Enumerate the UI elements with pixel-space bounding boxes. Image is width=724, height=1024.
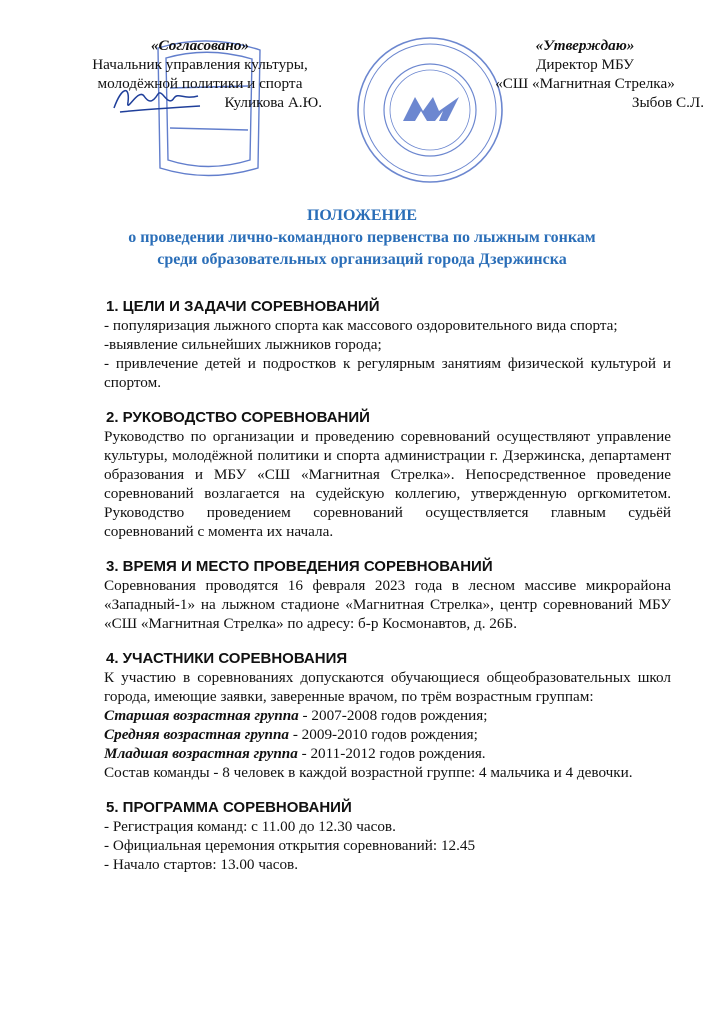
section-1-item-1-text: - популяризация лыжного спорта как массового оздоровительного вида спорта; (104, 317, 618, 334)
age-group-junior-label: Младшая возрастная группа (104, 745, 298, 762)
age-group-junior (104, 744, 671, 763)
approval-right-position-line1: Директор МБУ (536, 56, 634, 73)
section-1-title: 1. ЦЕЛИ И ЗАДАЧИ СОРЕВНОВАНИЙ (106, 298, 380, 315)
approval-left-position-line1: Начальник управления культуры, (92, 56, 308, 73)
title-main: ПОЛОЖЕНИЕ (306, 207, 418, 224)
title-line3: среди образовательных организаций города Дзержинска (157, 251, 567, 268)
section-4-team-composition: Состав команды - 8 человек в каждой возрастной группе: 4 мальчика и 4 девочки. (104, 764, 633, 781)
approval-right-name: Зыбов С.Л. (631, 94, 704, 111)
section-5-title: 5. ПРОГРАММА СОРЕВНОВАНИЙ (106, 799, 352, 816)
document-body (104, 297, 671, 874)
section-3-title: 3. ВРЕМЯ И МЕСТО ПРОВЕДЕНИЯ СОРЕВНОВАНИЙ (106, 558, 493, 575)
age-group-junior-years: - 2011-2012 годов рождения. (297, 745, 486, 762)
section-2-paragraph: Руководство по организации и проведению соревнований осуществляют управление культуры, молодёжной политики и спорта администрации г. Дзержинска, департамент образования и МБУ «СШ «Магнитная Стрелка». Непосредственное проведение соревнований возлагается на судейскую коллегию, утвержденную оргкомитетом. Руководство проведением соревнований осуществляется главным судьёй соревнований с момента их начала. (104, 428, 671, 540)
spacer (104, 392, 671, 408)
age-group-senior-label: Старшая возрастная группа (104, 707, 299, 724)
age-group-middle-years: - 2009-2010 годов рождения; (289, 726, 478, 743)
section-1-item-3: - привлечение детей и подростков к регулярным занятиям физической культурой и спортом. (104, 355, 671, 391)
spacer (104, 541, 671, 557)
approval-left-heading: «Согласовано» (150, 37, 250, 54)
age-group-middle (104, 725, 671, 744)
approval-right-heading: «Утверждаю» (535, 37, 635, 54)
age-group-senior-years: - 2007-2008 годов рождения; (298, 707, 488, 724)
section-1-item-1 (104, 316, 671, 335)
title-line2: о проведении лично-командного первенства по лыжным гонкам (128, 229, 596, 246)
program-item-start: - Начало стартов: 13.00 часов. (104, 856, 299, 873)
spacer (104, 633, 671, 649)
document-title (0, 205, 724, 271)
spacer (104, 782, 671, 798)
age-group-middle-label: Средняя возрастная группа (104, 726, 290, 743)
age-group-senior (104, 706, 671, 725)
section-4-paragraph: К участию в соревнованиях допускаются обучающиеся общеобразовательных школ города, имеющие заявки, заверенные врачом, по трём возрастным группам: (104, 669, 671, 705)
approval-left-name: Куликова А.Ю. (224, 94, 322, 111)
program-item-registration: - Регистрация команд: с 11.00 до 12.30 часов. (104, 818, 396, 835)
approval-left-signature-row (70, 93, 330, 112)
section-3-paragraph: Соревнования проводятся 16 февраля 2023 года в лесном массиве микрорайона «Западный-1» на лыжном стадионе «Магнитная Стрелка», центр соревнований МБУ «СШ «Магнитная Стрелка» по адресу: б-р Космонавтов, д. 26Б. (104, 577, 671, 632)
approval-block-right (460, 36, 710, 112)
program-item-opening-ceremony: - Официальная церемония открытия соревнований: 12.45 (104, 837, 476, 854)
approval-left-position-line2: молодёжной политики и спорта (97, 75, 303, 92)
section-2-title: 2. РУКОВОДСТВО СОРЕВНОВАНИЙ (106, 409, 370, 426)
section-4-title: 4. УЧАСТНИКИ СОРЕВНОВАНИЯ (106, 650, 348, 667)
approval-right-signature-row (460, 93, 710, 112)
section-1-item-2: -выявление сильнейших лыжников города; (104, 336, 382, 353)
approval-block-left (70, 36, 330, 112)
approval-right-position-line2: «СШ «Магнитная Стрелка» (495, 75, 675, 92)
